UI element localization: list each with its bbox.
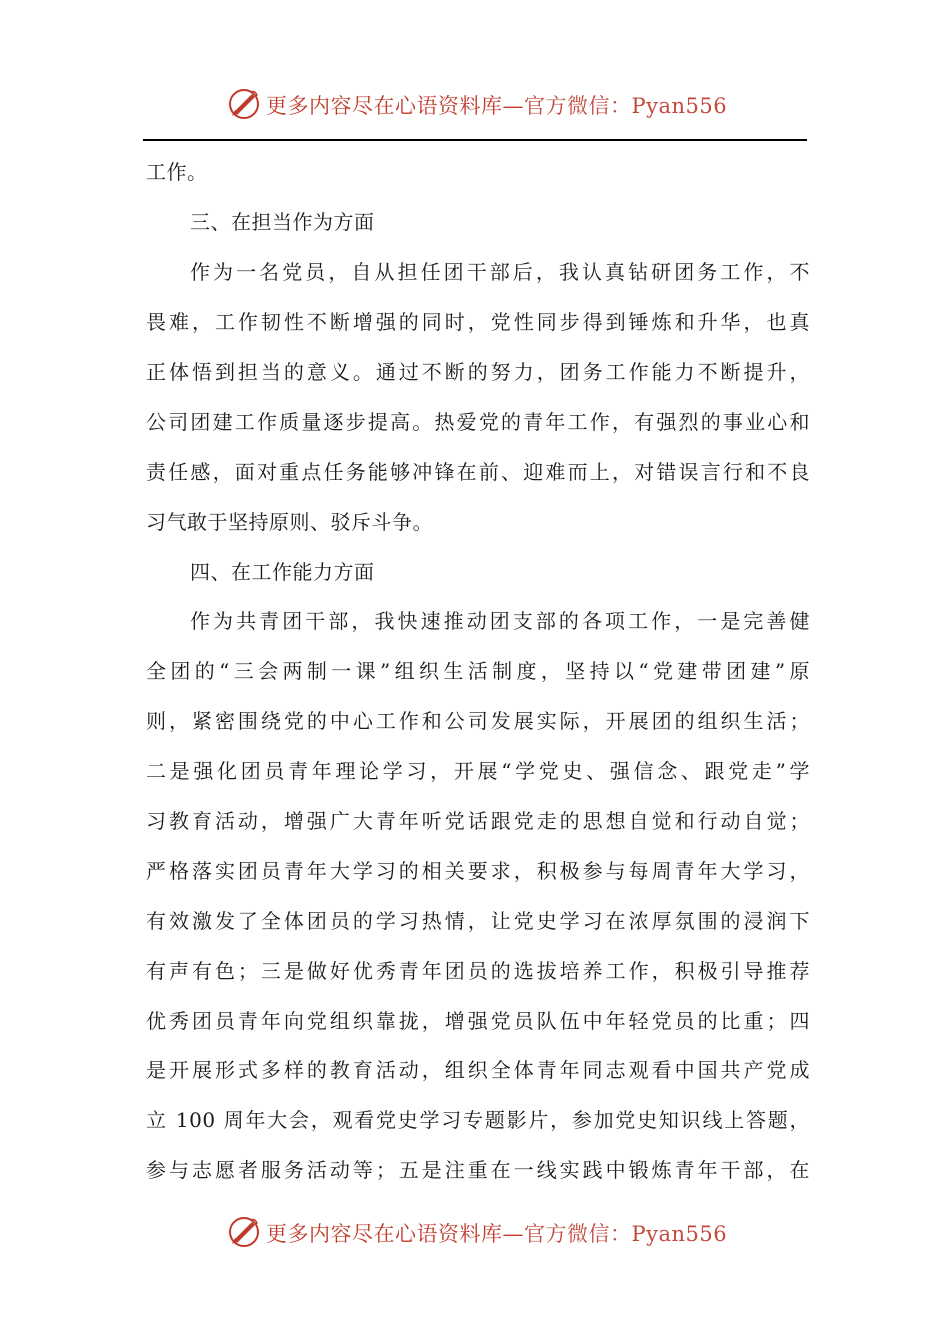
body-line: 二是强化团员青年理论学习，开展“学党史、强信念、跟党走”学	[146, 759, 810, 783]
pen-logo-icon	[226, 86, 262, 122]
body-line: 公司团建工作质量逐步提高。热爱党的青年工作，有强烈的事业心和	[146, 410, 810, 434]
section-heading: 三、在担当作为方面	[190, 210, 375, 234]
body-line: 全团的“三会两制一课”组织生活制度，坚持以“党建带团建”原	[146, 659, 810, 683]
banner-text	[266, 90, 727, 120]
body-line: 则，紧密围绕党的中心工作和公司发展实际，开展团的组织生活；	[146, 709, 810, 733]
banner-dash: —	[502, 1222, 524, 1246]
header-banner	[0, 84, 950, 124]
section-heading: 四、在工作能力方面	[190, 560, 375, 584]
pen-logo-icon	[226, 1214, 262, 1250]
body-line: 是开展形式多样的教育活动，组织全体青年同志观看中国共产党成	[146, 1058, 810, 1082]
body-line: 优秀团员青年向党组织靠拢，增强党员队伍中年轻党员的比重；四	[146, 1009, 810, 1033]
body-line: 习气敢于坚持原则、驳斥斗争。	[146, 510, 433, 534]
body-line: 工作。	[146, 160, 208, 184]
body-line: 严格落实团员青年大学习的相关要求，积极参与每周青年大学习，	[146, 859, 810, 883]
body-line: 有声有色；三是做好优秀青年团员的选拔培养工作，积极引导推荐	[146, 959, 810, 983]
banner-wechat: 官方微信：Pyan556	[524, 1222, 728, 1246]
banner-dash: —	[502, 94, 524, 118]
banner-title: 更多内容尽在心语资料库	[266, 1222, 503, 1246]
banner-text	[266, 1218, 727, 1248]
body-line: 作为共青团干部，我快速推动团支部的各项工作，一是完善健	[190, 609, 810, 633]
footer-banner	[0, 1212, 950, 1252]
body-line: 参与志愿者服务活动等；五是注重在一线实践中锻炼青年干部，在	[146, 1158, 810, 1182]
body-line: 正体悟到担当的意义。通过不断的努力，团务工作能力不断提升，	[146, 360, 810, 384]
body-line: 责任感，面对重点任务能够冲锋在前、迎难而上，对错误言行和不良	[146, 460, 810, 484]
header-divider	[143, 139, 807, 141]
body-line: 畏难，工作韧性不断增强的同时，党性同步得到锤炼和升华，也真	[146, 310, 810, 334]
banner-title: 更多内容尽在心语资料库	[266, 94, 503, 118]
body-line: 作为一名党员，自从担任团干部后，我认真钻研团务工作，不	[190, 260, 810, 284]
banner-wechat: 官方微信：Pyan556	[524, 94, 728, 118]
body-line: 习教育活动，增强广大青年听党话跟党走的思想自觉和行动自觉；	[146, 809, 810, 833]
body-line: 立 100 周年大会，观看党史学习专题影片，参加党史知识线上答题，	[146, 1108, 810, 1132]
body-line: 有效激发了全体团员的学习热情，让党史学习在浓厚氛围的浸润下	[146, 909, 810, 933]
